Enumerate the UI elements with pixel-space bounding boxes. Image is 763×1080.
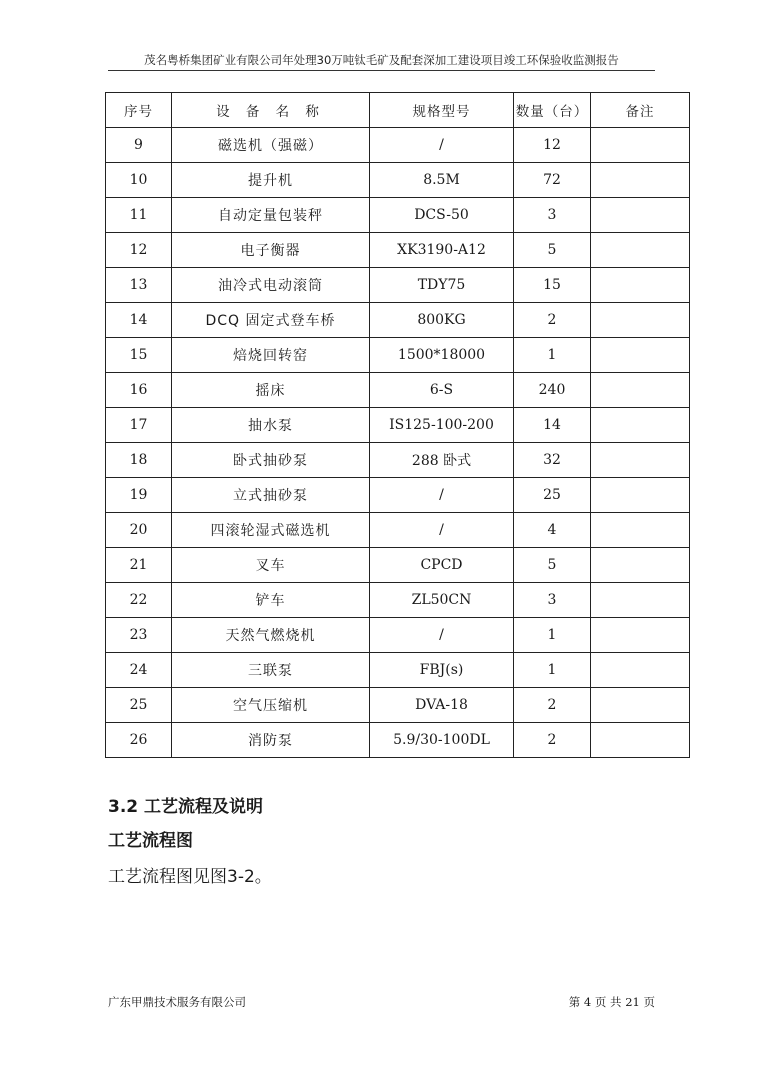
cell-no: 9 bbox=[106, 128, 172, 163]
table-row bbox=[106, 583, 690, 618]
cell-qty: 5 bbox=[514, 548, 591, 583]
cell-model: ZL50CN bbox=[370, 583, 514, 618]
cell-name: 空气压缩机 bbox=[172, 688, 370, 723]
cell-model: DVA-18 bbox=[370, 688, 514, 723]
cell-qty: 14 bbox=[514, 408, 591, 443]
cell-note bbox=[591, 513, 690, 548]
header-cell-model: 规格型号 bbox=[370, 93, 514, 128]
cell-note bbox=[591, 338, 690, 373]
header-cell-name: 设 备 名 称 bbox=[172, 93, 370, 128]
cell-note bbox=[591, 268, 690, 303]
table-row bbox=[106, 198, 690, 233]
cell-note bbox=[591, 408, 690, 443]
cell-qty: 2 bbox=[514, 303, 591, 338]
cell-qty: 5 bbox=[514, 233, 591, 268]
section-subheading: 工艺流程图 bbox=[108, 831, 193, 851]
cell-note bbox=[591, 233, 690, 268]
table-row bbox=[106, 688, 690, 723]
cell-note bbox=[591, 723, 690, 758]
cell-name: 天然气燃烧机 bbox=[172, 618, 370, 653]
cell-qty: 3 bbox=[514, 198, 591, 233]
cell-qty: 15 bbox=[514, 268, 591, 303]
cell-name: 摇床 bbox=[172, 373, 370, 408]
table-row bbox=[106, 723, 690, 758]
cell-note bbox=[591, 163, 690, 198]
table-row bbox=[106, 513, 690, 548]
cell-model: XK3190-A12 bbox=[370, 233, 514, 268]
cell-qty: 2 bbox=[514, 688, 591, 723]
cell-name: 铲车 bbox=[172, 583, 370, 618]
table-row bbox=[106, 163, 690, 198]
section-heading: 3.2 工艺流程及说明 bbox=[108, 797, 264, 817]
cell-model: 5.9/30-100DL bbox=[370, 723, 514, 758]
cell-no: 15 bbox=[106, 338, 172, 373]
table-row bbox=[106, 478, 690, 513]
table-row bbox=[106, 548, 690, 583]
header-cell-qty: 数量（台） bbox=[514, 93, 591, 128]
cell-model: CPCD bbox=[370, 548, 514, 583]
cell-qty: 1 bbox=[514, 618, 591, 653]
cell-no: 23 bbox=[106, 618, 172, 653]
cell-name: 自动定量包装秤 bbox=[172, 198, 370, 233]
table-row bbox=[106, 373, 690, 408]
table-row bbox=[106, 443, 690, 478]
cell-qty: 3 bbox=[514, 583, 591, 618]
cell-note bbox=[591, 128, 690, 163]
cell-no: 17 bbox=[106, 408, 172, 443]
cell-no: 14 bbox=[106, 303, 172, 338]
cell-note bbox=[591, 688, 690, 723]
cell-name: 消防泵 bbox=[172, 723, 370, 758]
cell-note bbox=[591, 548, 690, 583]
cell-note bbox=[591, 478, 690, 513]
cell-model: 800KG bbox=[370, 303, 514, 338]
cell-model: 6-S bbox=[370, 373, 514, 408]
cell-no: 21 bbox=[106, 548, 172, 583]
table-row bbox=[106, 268, 690, 303]
cell-name: 提升机 bbox=[172, 163, 370, 198]
cell-name: 卧式抽砂泵 bbox=[172, 443, 370, 478]
cell-model: / bbox=[370, 478, 514, 513]
cell-note bbox=[591, 653, 690, 688]
table-row bbox=[106, 128, 690, 163]
cell-qty: 32 bbox=[514, 443, 591, 478]
cell-name: 叉车 bbox=[172, 548, 370, 583]
cell-model: DCS-50 bbox=[370, 198, 514, 233]
section-paragraph: 工艺流程图见图3-2。 bbox=[108, 867, 272, 887]
cell-no: 25 bbox=[106, 688, 172, 723]
cell-note bbox=[591, 618, 690, 653]
cell-qty: 72 bbox=[514, 163, 591, 198]
cell-model: TDY75 bbox=[370, 268, 514, 303]
cell-name: 立式抽砂泵 bbox=[172, 478, 370, 513]
cell-qty: 4 bbox=[514, 513, 591, 548]
cell-note bbox=[591, 443, 690, 478]
cell-name: 焙烧回转窑 bbox=[172, 338, 370, 373]
cell-qty: 2 bbox=[514, 723, 591, 758]
header-cell-note: 备注 bbox=[591, 93, 690, 128]
cell-model: / bbox=[370, 513, 514, 548]
cell-name: 四滚轮湿式磁选机 bbox=[172, 513, 370, 548]
cell-name: DCQ 固定式登车桥 bbox=[172, 303, 370, 338]
cell-no: 10 bbox=[106, 163, 172, 198]
cell-qty: 1 bbox=[514, 653, 591, 688]
cell-model: 288 卧式 bbox=[370, 443, 514, 478]
table-row bbox=[106, 233, 690, 268]
cell-qty: 25 bbox=[514, 478, 591, 513]
header-divider bbox=[108, 70, 655, 71]
table-header-row bbox=[106, 93, 690, 128]
cell-name: 电子衡器 bbox=[172, 233, 370, 268]
cell-model: / bbox=[370, 618, 514, 653]
cell-qty: 12 bbox=[514, 128, 591, 163]
cell-name: 三联泵 bbox=[172, 653, 370, 688]
cell-no: 22 bbox=[106, 583, 172, 618]
cell-no: 13 bbox=[106, 268, 172, 303]
table-row bbox=[106, 303, 690, 338]
cell-model: 8.5M bbox=[370, 163, 514, 198]
equipment-table bbox=[105, 92, 690, 758]
header-cell-no: 序号 bbox=[106, 93, 172, 128]
table-row bbox=[106, 408, 690, 443]
cell-no: 18 bbox=[106, 443, 172, 478]
cell-no: 16 bbox=[106, 373, 172, 408]
page-header-title: 茂名粤桥集团矿业有限公司年处理30万吨钛毛矿及配套深加工建设项目竣工环保验收监测报告 bbox=[144, 53, 619, 67]
cell-qty: 1 bbox=[514, 338, 591, 373]
cell-no: 19 bbox=[106, 478, 172, 513]
footer-company: 广东甲鼎技术服务有限公司 bbox=[108, 995, 246, 1009]
cell-model: FBJ(s) bbox=[370, 653, 514, 688]
cell-name: 油冷式电动滚筒 bbox=[172, 268, 370, 303]
cell-note bbox=[591, 373, 690, 408]
cell-qty: 240 bbox=[514, 373, 591, 408]
cell-model: IS125-100-200 bbox=[370, 408, 514, 443]
table-row bbox=[106, 338, 690, 373]
cell-name: 磁选机（强磁） bbox=[172, 128, 370, 163]
cell-note bbox=[591, 303, 690, 338]
table-row bbox=[106, 653, 690, 688]
cell-note bbox=[591, 198, 690, 233]
cell-no: 24 bbox=[106, 653, 172, 688]
cell-name: 抽水泵 bbox=[172, 408, 370, 443]
cell-no: 12 bbox=[106, 233, 172, 268]
footer-page-number: 第 4 页 共 21 页 bbox=[568, 995, 655, 1009]
table-row bbox=[106, 618, 690, 653]
cell-no: 20 bbox=[106, 513, 172, 548]
cell-no: 26 bbox=[106, 723, 172, 758]
cell-no: 11 bbox=[106, 198, 172, 233]
cell-model: 1500*18000 bbox=[370, 338, 514, 373]
cell-model: / bbox=[370, 128, 514, 163]
cell-note bbox=[591, 583, 690, 618]
